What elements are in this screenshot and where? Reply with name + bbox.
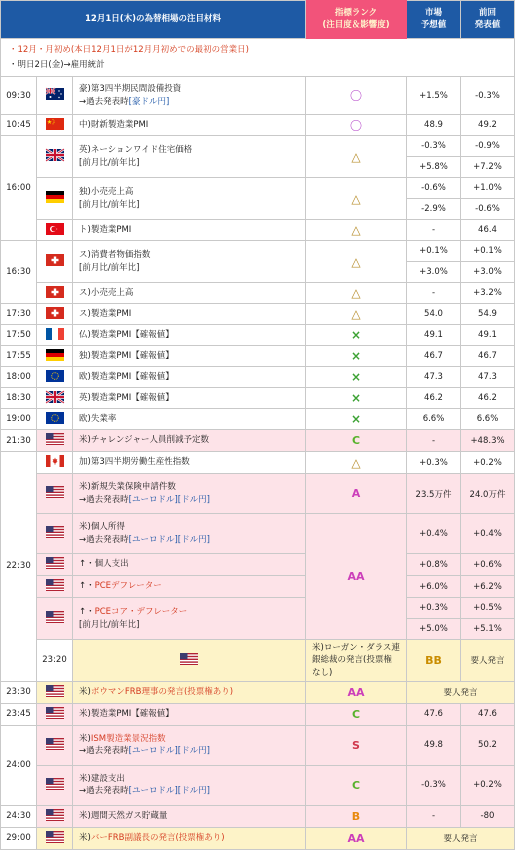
forecast-value: 47.3 — [407, 367, 461, 388]
rank-badge: △ — [351, 254, 361, 269]
event-name: ス)製造業PMI — [73, 304, 306, 325]
previous-value: 54.9 — [461, 304, 515, 325]
event-time: 18:00 — [1, 367, 37, 388]
event-name: 米)建設支出 — [79, 774, 125, 785]
previous-value: +5.1% — [461, 619, 515, 640]
flag-australia-icon — [37, 77, 73, 115]
forecast-value: +3.0% — [407, 262, 461, 283]
forecast-value: +5.0% — [407, 619, 461, 640]
event-time: 17:55 — [1, 346, 37, 367]
speech-label: 要人発言 — [461, 640, 515, 682]
event-name: 独)小売売上高 — [79, 187, 134, 198]
forecast-value: - — [407, 220, 461, 241]
table-row — [1, 77, 515, 115]
forecast-value: -0.3% — [407, 136, 461, 157]
table-row — [1, 598, 515, 619]
flag-usa-icon — [37, 827, 73, 849]
event-name: 加)第3四半期労働生産性指数 — [73, 452, 306, 474]
rank-badge: AA — [347, 570, 365, 583]
forecast-value: - — [407, 430, 461, 452]
previous-value: +3.0% — [461, 262, 515, 283]
rank-badge: × — [350, 412, 362, 426]
previous-value: 47.6 — [461, 703, 515, 725]
past-release-link[interactable]: [ユーロドル][ドル円] — [128, 786, 210, 797]
rank-badge: △ — [351, 307, 361, 321]
table-row — [1, 474, 515, 514]
forecast-value: +0.8% — [407, 554, 461, 576]
previous-value: 24.0万件 — [461, 474, 515, 514]
rank-badge: B — [351, 809, 361, 823]
previous-value: +3.2% — [461, 283, 515, 304]
previous-value: 50.2 — [461, 725, 515, 765]
forecast-value: +0.3% — [407, 452, 461, 474]
previous-value: 49.1 — [461, 325, 515, 346]
forecast-value: 23.5万件 — [407, 474, 461, 514]
forecast-value: 6.6% — [407, 409, 461, 430]
forecast-value: +0.3% — [407, 598, 461, 619]
table-row — [1, 178, 515, 199]
event-time: 10:45 — [1, 115, 37, 136]
flag-usa-icon — [37, 514, 73, 554]
forecast-value: +0.4% — [407, 514, 461, 554]
event-subtitle: [前月比/前年比] — [79, 619, 140, 630]
flag-uk-icon — [37, 388, 73, 409]
previous-value: +0.6% — [461, 554, 515, 576]
previous-value: -80 — [461, 805, 515, 827]
event-time: 21:30 — [1, 430, 37, 452]
event-name: 仏)製造業PMI【確報値】 — [73, 325, 306, 346]
table-row — [1, 765, 515, 805]
rank-badge: × — [350, 391, 362, 405]
table-header — [1, 1, 515, 39]
flag-canada-icon — [37, 452, 73, 474]
table-row — [1, 388, 515, 409]
event-time: 22:30 — [1, 452, 37, 682]
event-time: 17:50 — [1, 325, 37, 346]
flag-eu-icon — [37, 367, 73, 388]
event-subtitle: [前月比/前年比] — [79, 199, 140, 210]
flag-germany-icon — [37, 346, 73, 367]
previous-value: -0.6% — [461, 199, 515, 220]
flag-usa-icon — [37, 554, 73, 576]
event-time: 24:00 — [1, 725, 37, 805]
forecast-value: - — [407, 805, 461, 827]
event-name: 米)週間天然ガス貯蔵量 — [73, 805, 306, 827]
rank-badge: 〇 — [349, 89, 362, 103]
table-row — [1, 367, 515, 388]
event-name: 米)新規失業保険申請件数 — [79, 482, 176, 493]
table-row — [1, 304, 515, 325]
note-employment: ・明日2日(金)→雇用統計 — [9, 59, 105, 70]
event-time: 23:20 — [37, 640, 73, 682]
event-name: ↑・個人支出 — [73, 554, 306, 576]
rank-badge: △ — [351, 191, 361, 206]
event-time: 16:00 — [1, 136, 37, 241]
flag-usa-icon — [37, 805, 73, 827]
previous-value: +48.3% — [461, 430, 515, 452]
table-row — [1, 241, 515, 262]
forecast-value: 49.1 — [407, 325, 461, 346]
forecast-value: -0.3% — [407, 765, 461, 805]
forecast-value: - — [407, 283, 461, 304]
previous-value: 46.7 — [461, 346, 515, 367]
flag-germany-icon — [37, 178, 73, 220]
forecast-value: 46.2 — [407, 388, 461, 409]
forecast-value: -2.9% — [407, 199, 461, 220]
table-row — [1, 725, 515, 765]
rank-badge: S — [352, 738, 360, 752]
rank-badge: × — [350, 328, 362, 342]
rank-badge: △ — [351, 149, 361, 164]
previous-value: +7.2% — [461, 157, 515, 178]
event-name: 米)ボウマンFRB理事の発言(投票権あり) — [73, 681, 306, 703]
rank-badge: × — [350, 349, 362, 363]
flag-usa-icon — [37, 474, 73, 514]
rank-badge: △ — [351, 455, 361, 470]
table-row — [1, 115, 515, 136]
event-time: 23:30 — [1, 681, 37, 703]
table-row — [1, 283, 515, 304]
flag-switzerland-icon — [37, 304, 73, 325]
flag-usa-icon — [37, 598, 73, 640]
table-row — [1, 576, 515, 598]
table-row — [1, 640, 515, 682]
previous-value: 6.6% — [461, 409, 515, 430]
past-release-link[interactable]: [ユーロドル][ドル円] — [128, 494, 210, 505]
forecast-value: +0.1% — [407, 241, 461, 262]
event-time: 17:30 — [1, 304, 37, 325]
flag-usa-icon — [73, 640, 306, 682]
flag-uk-icon — [37, 136, 73, 178]
speech-label: 要人発言 — [407, 827, 515, 849]
event-name: 米)ISM製造業景況指数 — [79, 734, 166, 745]
previous-value: -0.9% — [461, 136, 515, 157]
rank-badge: AA — [347, 831, 365, 845]
rank-badge: △ — [351, 223, 361, 237]
rank-badge: × — [350, 370, 362, 384]
event-time: 16:30 — [1, 241, 37, 304]
flag-china-icon — [37, 115, 73, 136]
flag-usa-icon — [37, 765, 73, 805]
speech-label: 要人発言 — [407, 681, 515, 703]
event-time: 09:30 — [1, 77, 37, 115]
table-row — [1, 346, 515, 367]
event-time: 29:00 — [1, 827, 37, 849]
flag-usa-icon — [37, 725, 73, 765]
previous-value: +0.2% — [461, 765, 515, 805]
event-name: 豪)第3四半期民間設備投資 — [79, 84, 182, 95]
table-row — [1, 325, 515, 346]
rank-badge: C — [351, 778, 361, 792]
rank-badge: △ — [351, 286, 361, 300]
forecast-value: 54.0 — [407, 304, 461, 325]
event-name: ↑・PCEコア・デフレーター — [79, 607, 188, 618]
past-release-label: →過去発表時 — [79, 786, 129, 797]
rank-badge: 〇 — [349, 118, 362, 133]
table-row — [1, 805, 515, 827]
flag-usa-icon — [37, 430, 73, 452]
past-release-label: →過去発表時 — [79, 746, 129, 757]
previous-value: -0.3% — [461, 77, 515, 115]
forecast-value: 46.7 — [407, 346, 461, 367]
table-row — [1, 703, 515, 725]
event-time: 19:00 — [1, 409, 37, 430]
forecast-column-header: 市場 予想値 — [407, 1, 461, 39]
event-time: 18:30 — [1, 388, 37, 409]
previous-column-header: 前回 発表値 — [461, 1, 515, 39]
forecast-value: 49.8 — [407, 725, 461, 765]
event-name: 米)ローガン・ダラス連銀総裁の発言(投票権なし) — [306, 640, 407, 682]
event-name: 欧)製造業PMI【確報値】 — [73, 367, 306, 388]
flag-switzerland-icon — [37, 241, 73, 283]
event-name: 米)個人所得 — [79, 522, 125, 533]
table-row — [1, 430, 515, 452]
event-name: 英)製造業PMI【確報値】 — [73, 388, 306, 409]
event-subtitle: [前月比/前年比] — [79, 262, 140, 273]
forecast-value: 47.6 — [407, 703, 461, 725]
forecast-value: +6.0% — [407, 576, 461, 598]
flag-usa-icon — [37, 703, 73, 725]
previous-value: +6.2% — [461, 576, 515, 598]
past-release-label: →過去発表時 — [79, 494, 129, 505]
table-row — [1, 136, 515, 157]
previous-value: +1.0% — [461, 178, 515, 199]
note-month-start: ・12月・月初め(本日12月1日が12月月初めでの最初の営業日) — [9, 45, 249, 56]
previous-value: 49.2 — [461, 115, 515, 136]
event-name: 欧)失業率 — [73, 409, 306, 430]
table-row — [1, 554, 515, 576]
past-release-link[interactable]: [ユーロドル][ドル円] — [128, 746, 210, 757]
previous-value: +0.2% — [461, 452, 515, 474]
past-release-label: →過去発表時 — [79, 96, 129, 107]
rank-badge: A — [351, 487, 361, 500]
rank-badge: C — [351, 707, 361, 721]
notes-row — [1, 39, 515, 77]
table-row — [1, 681, 515, 703]
previous-value: 47.3 — [461, 367, 515, 388]
flag-france-icon — [37, 325, 73, 346]
flag-turkey-icon — [37, 220, 73, 241]
flag-switzerland-icon — [37, 283, 73, 304]
past-release-link[interactable]: [豪ドル円] — [128, 96, 170, 107]
table-row — [1, 452, 515, 474]
past-release-label: →過去発表時 — [79, 534, 129, 545]
flag-usa-icon — [37, 681, 73, 703]
event-name: ス)消費者物価指数 — [79, 250, 151, 261]
event-time: 23:45 — [1, 703, 37, 725]
event-time: 24:30 — [1, 805, 37, 827]
table-row — [1, 220, 515, 241]
rank-badge: AA — [347, 685, 365, 699]
rank-column-header: 指標ランク (注目度＆影響度) — [306, 1, 407, 39]
rank-badge: C — [351, 434, 361, 447]
event-name: 米)チャレンジャー人員削減予定数 — [73, 430, 306, 452]
table-row — [1, 827, 515, 849]
event-name: 米)バーFRB副議長の発言(投票権あり) — [73, 827, 306, 849]
rank-badge: BB — [425, 653, 442, 667]
event-name: ト)製造業PMI — [73, 220, 306, 241]
flag-usa-icon — [37, 576, 73, 598]
forecast-value: +1.5% — [407, 77, 461, 115]
forecast-value: -0.6% — [407, 178, 461, 199]
previous-value: +0.5% — [461, 598, 515, 619]
event-subtitle: [前月比/前年比] — [79, 157, 140, 168]
event-name: 英)ネーションワイド住宅価格 — [79, 145, 193, 156]
previous-value: 46.2 — [461, 388, 515, 409]
table-row — [1, 514, 515, 554]
table-row — [1, 409, 515, 430]
forecast-value: 48.9 — [407, 115, 461, 136]
previous-value: +0.4% — [461, 514, 515, 554]
past-release-link[interactable]: [ユーロドル][ドル円] — [128, 534, 210, 545]
event-name: 中)財新製造業PMI — [73, 115, 306, 136]
event-name: 独)製造業PMI【確報値】 — [73, 346, 306, 367]
previous-value: 46.4 — [461, 220, 515, 241]
event-name: ↑・PCEデフレーター — [73, 576, 306, 598]
event-name: ス)小売売上高 — [73, 283, 306, 304]
flag-eu-icon — [37, 409, 73, 430]
table-title: 12月1日(木)の為替相場の注目材料 — [1, 1, 306, 39]
previous-value: +0.1% — [461, 241, 515, 262]
forecast-value: +5.8% — [407, 157, 461, 178]
event-name: 米)製造業PMI【確報値】 — [73, 703, 306, 725]
